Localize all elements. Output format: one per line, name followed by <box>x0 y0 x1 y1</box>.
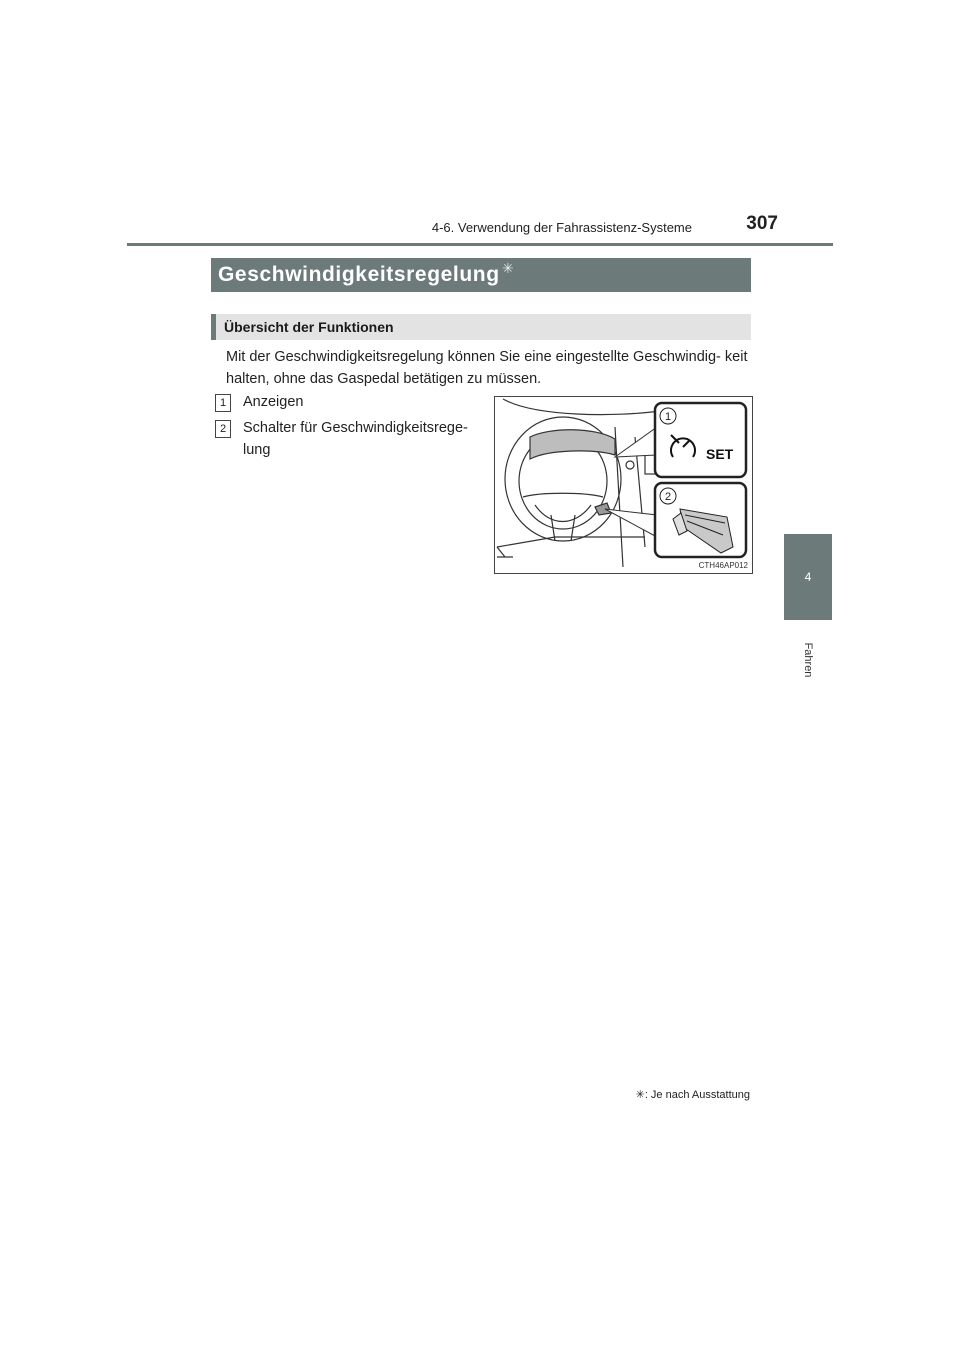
header-section-title: 4-6. Verwendung der Fahrassistenz-Systeme <box>431 220 692 235</box>
intro-paragraph: Mit der Geschwindigkeitsregelung können Sie eine eingestellte Geschwindig- keit halten, ohne das Gaspedal betätigen zu müssen. <box>226 349 748 387</box>
footnote <box>520 1088 750 1101</box>
cruise-control-illustration <box>494 396 753 574</box>
steering-hub <box>535 505 591 522</box>
footnote-marker-icon: ✳ <box>502 260 514 276</box>
item-text: Anzeigen <box>243 394 304 410</box>
chapter-tab-label-text: Fahren <box>802 642 814 678</box>
page-number: 307 <box>746 213 778 234</box>
gauge-cluster <box>530 430 615 459</box>
callout-1-leader <box>615 427 657 457</box>
figure-code: CTH46AP012 <box>698 561 748 570</box>
footnote-text: : Je nach Ausstattung <box>644 1089 750 1101</box>
chapter-tab-label <box>784 630 832 690</box>
dashboard-top-line <box>503 399 660 415</box>
subheading: Übersicht der Funktionen <box>224 319 394 335</box>
item-text: Schalter für Geschwindigkeitsrege- lung <box>243 420 468 458</box>
header-divider <box>127 243 833 246</box>
set-indicator-label: SET <box>706 446 734 462</box>
section-title: Geschwindigkeitsregelung <box>218 263 500 286</box>
callout-number-1: 1 <box>664 411 672 423</box>
dash-knob <box>626 461 634 469</box>
chapter-tab-number: 4 <box>784 534 832 620</box>
section-title-bar <box>211 258 751 292</box>
subheading-bar <box>211 314 751 340</box>
footnote-marker-icon: ✳ <box>635 1089 645 1101</box>
item-number-badge: 1 <box>215 394 231 412</box>
dashboard-drawing <box>495 397 752 573</box>
subheading-accent <box>211 314 216 340</box>
item-number-badge: 2 <box>215 420 231 438</box>
list-item <box>215 391 485 415</box>
list-item <box>215 417 485 463</box>
callout-2-leader <box>605 509 657 537</box>
callout-number-2: 2 <box>664 491 672 503</box>
